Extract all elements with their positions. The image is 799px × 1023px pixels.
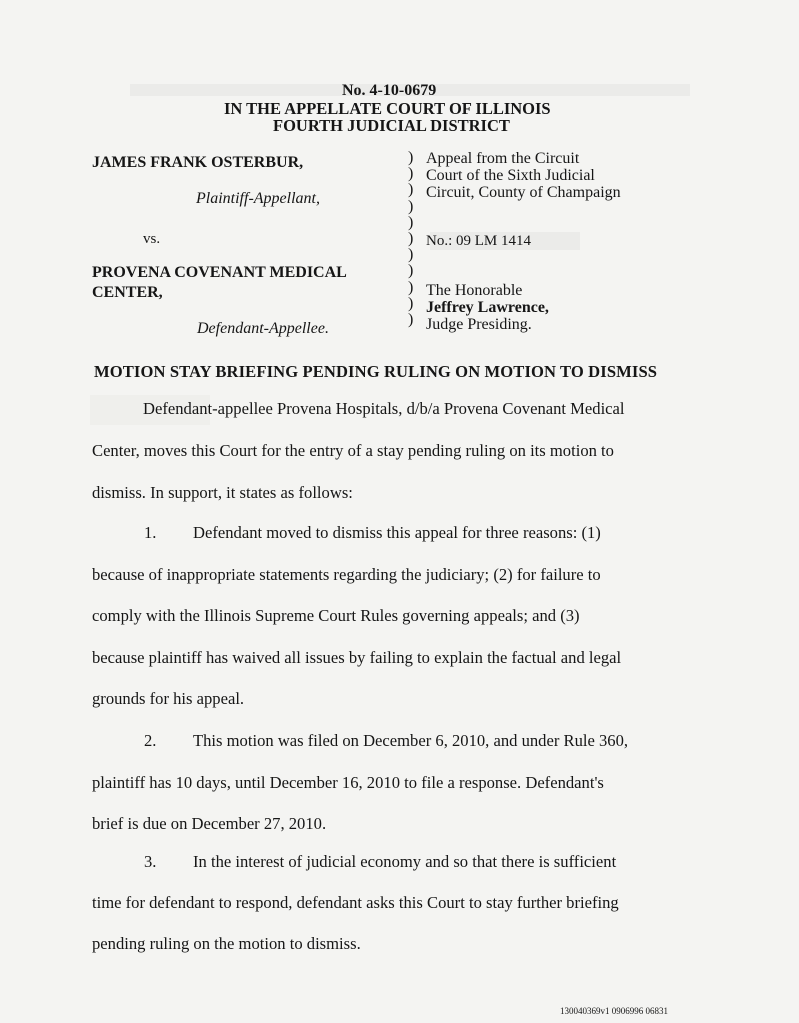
defendant-name-line1: PROVENA COVENANT MEDICAL — [92, 264, 347, 281]
paragraph-line: brief is due on December 27, 2010. — [92, 814, 327, 833]
court-name: IN THE APPELLATE COURT OF ILLINOIS — [224, 99, 551, 118]
case-number: No. 4-10-0679 — [342, 82, 437, 99]
motion-title: MOTION STAY BRIEFING PENDING RULING ON MOTION TO DISMISS — [94, 362, 658, 381]
paragraph-line: Defendant moved to dismiss this appeal for three reasons: (1) — [193, 523, 601, 542]
judge-name: Jeffrey Lawrence, — [426, 299, 549, 316]
paragraph-line: time for defendant to respond, defendant asks this Court to stay further briefing — [92, 893, 619, 912]
plaintiff-name: JAMES FRANK OSTERBUR, — [92, 154, 304, 171]
paragraph-line: comply with the Illinois Supreme Court Rules governing appeals; and (3) — [92, 606, 580, 625]
paragraph-number: 3. — [144, 852, 157, 871]
paragraph-line: In the interest of judicial economy and so that there is sufficient — [193, 852, 617, 871]
paragraph-line: because plaintiff has waived all issues by failing to explain the factual and legal — [92, 648, 622, 667]
paragraph-line: plaintiff has 10 days, until December 16, 2010 to file a response. Defendant's — [92, 773, 604, 792]
paragraph-number: 2. — [144, 731, 157, 750]
defendant-role: Defendant-Appellee. — [197, 320, 329, 337]
appeal-from-line3: Circuit, County of Champaign — [426, 184, 621, 201]
document-id-footer: 130040369v1 0906996 06831 — [560, 1006, 668, 1016]
district-name: FOURTH JUDICIAL DISTRICT — [273, 116, 510, 135]
intro-line: dismiss. In support, it states as follows: — [92, 483, 353, 502]
paragraph-line: grounds for his appeal. — [92, 689, 245, 708]
appeal-from-line1: Appeal from the Circuit — [426, 150, 580, 167]
judge-line3: Judge Presiding. — [426, 316, 532, 333]
intro-line: Center, moves this Court for the entry of a stay pending ruling on its motion to — [92, 441, 614, 460]
paragraph-line: This motion was filed on December 6, 2010, and under Rule 360, — [193, 731, 629, 750]
paragraph-number: 1. — [144, 523, 157, 542]
versus-label: vs. — [143, 231, 161, 247]
intro-line: Defendant-appellee Provena Hospitals, d/b/a Provena Covenant Medical — [143, 399, 625, 418]
paragraph-line: pending ruling on the motion to dismiss. — [92, 934, 361, 953]
plaintiff-role: Plaintiff-Appellant, — [196, 190, 320, 207]
appeal-from-line2: Court of the Sixth Judicial — [426, 167, 595, 184]
defendant-name-line2: CENTER, — [92, 284, 163, 301]
judge-line1: The Honorable — [426, 282, 523, 299]
paragraph-line: because of inappropriate statements regarding the judiciary; (2) for failure to — [92, 565, 601, 584]
docket-number: No.: 09 LM 1414 — [426, 233, 531, 249]
caption-divider: ) ) ) ) ) ) ) ) ) ) ) — [408, 149, 414, 329]
